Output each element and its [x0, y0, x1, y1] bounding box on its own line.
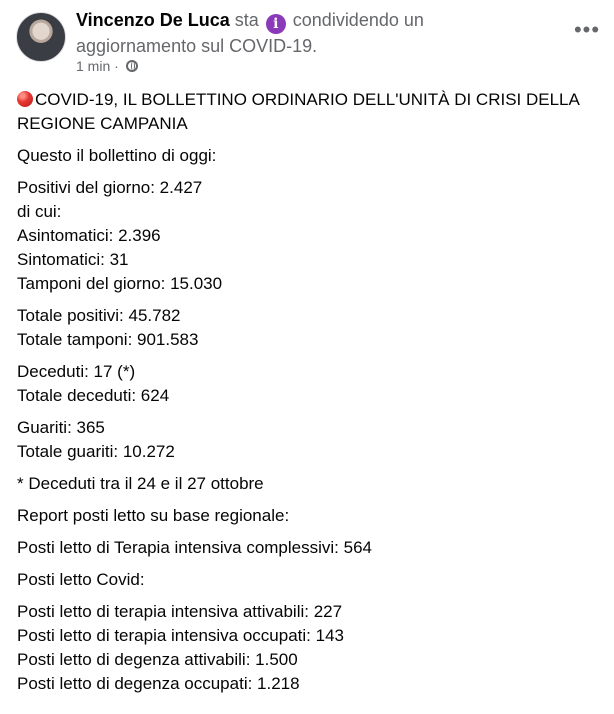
avatar[interactable] — [16, 12, 66, 62]
post-meta — [76, 57, 138, 75]
action-text: condividendo un aggiornamento sul COVID-19. — [76, 10, 424, 56]
report-header: Report posti letto su base regionale: — [17, 506, 290, 525]
daily-line: Asintomatici: 2.396 — [17, 226, 161, 245]
totals-line: Totale positivi: 45.782 — [17, 306, 181, 325]
covid-beds-line: Posti letto di degenza occupati: 1.218 — [17, 674, 300, 693]
icu-total: Posti letto di Terapia intensiva complessivi: 564 — [17, 538, 372, 557]
timestamp[interactable]: 1 min — [76, 58, 111, 74]
author-name[interactable]: Vincenzo De Luca — [76, 10, 230, 30]
covid-beds-line: Posti letto di terapia intensiva occupati: 143 — [17, 626, 344, 645]
note-paragraph: * Deceduti tra il 24 e il 27 ottobre — [17, 474, 264, 493]
daily-line: Sintomatici: 31 — [17, 250, 129, 269]
daily-line: di cui: — [17, 202, 62, 221]
bulletin-title-paragraph — [17, 88, 602, 136]
action-prefix: sta — [234, 10, 259, 30]
bulletin-title: COVID-19, IL BOLLETTINO ORDINARIO DELL'UNITÀ DI CRISI DELLA REGIONE CAMPANIA — [17, 90, 579, 133]
deaths-line: Totale deceduti: 624 — [17, 386, 170, 405]
intro-paragraph: Questo il bollettino di oggi: — [17, 146, 217, 165]
daily-line: Tamponi del giorno: 15.030 — [17, 274, 223, 293]
recovered-line: Guariti: 365 — [17, 418, 105, 437]
daily-paragraph — [17, 176, 602, 296]
recovered-paragraph — [17, 416, 602, 464]
globe-icon[interactable] — [126, 60, 138, 72]
recovered-line: Totale guariti: 10.272 — [17, 442, 175, 461]
daily-line: Positivi del giorno: 2.427 — [17, 178, 203, 197]
deaths-paragraph — [17, 360, 602, 408]
covid-beds-line: Posti letto di terapia intensiva attivabili: 227 — [17, 602, 343, 621]
covid-beds-line: Posti letto di degenza attivabili: 1.500 — [17, 650, 298, 669]
covid-beds-paragraph — [17, 600, 602, 696]
post-headline — [76, 8, 546, 58]
covid-beds-header: Posti letto Covid: — [17, 570, 145, 589]
more-options-button[interactable]: ••• — [573, 17, 601, 42]
deaths-line: Deceduti: 17 (*) — [17, 362, 136, 381]
totals-paragraph — [17, 304, 602, 352]
info-icon[interactable]: i — [266, 14, 286, 34]
red-circle-icon — [17, 91, 33, 107]
post-body — [17, 88, 602, 704]
post-header — [16, 8, 606, 78]
meta-separator: · — [114, 58, 119, 74]
totals-line: Totale tamponi: 901.583 — [17, 330, 199, 349]
